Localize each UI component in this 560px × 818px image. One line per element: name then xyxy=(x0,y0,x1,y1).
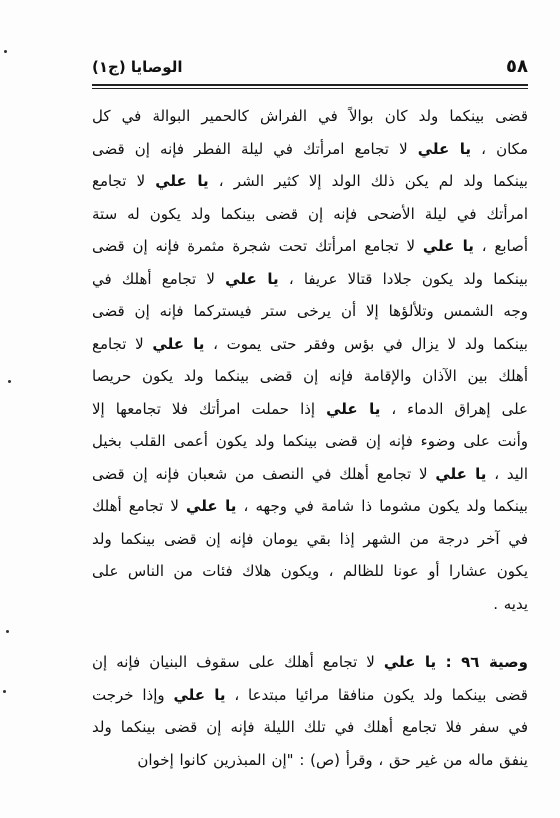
body-text: لا تجامع امرأتك تحت شجرة مثمرة فإنه إن قضى xyxy=(92,237,423,255)
body-text: لا تجامع xyxy=(92,172,156,190)
body-text: على إهراق الدماء ، xyxy=(380,399,528,418)
body-text: إذا حملت امرأتك فلا تجامعها إلا xyxy=(92,399,327,418)
paragraph1-line xyxy=(92,134,528,164)
paragraph1-line xyxy=(92,166,528,196)
body-text: بينكما ولد لا يزال في بؤس وفقر حتى يموت ، xyxy=(204,334,528,353)
body-text: أهلك بين الآذان والإقامة فإنه إن قضى بينكما ولد يكون حريصا xyxy=(92,367,528,385)
body-text: قضى بينكما ولد يكون منافقا مرائيا مبتدعا ، xyxy=(225,685,528,704)
emphasis-text: وصية ٩٦ : xyxy=(436,653,528,671)
paragraph1-line xyxy=(92,491,528,521)
body-text: وأنت على وضوء فإنه إن قضى بينكما ولد يكون أعمى القلب بخيل xyxy=(92,432,528,450)
paragraph1-line xyxy=(92,459,528,489)
paragraph1-line xyxy=(92,101,528,131)
emphasis-text: يا علي xyxy=(186,497,237,515)
page-number: ٥٨ xyxy=(506,56,528,77)
body-text: لا تجامع أهلك xyxy=(92,497,187,515)
paragraph1-line xyxy=(92,556,528,586)
body-text: وإذا خرجت xyxy=(92,685,174,704)
body-text: اليد ، xyxy=(486,464,528,483)
paragraph1-line xyxy=(92,524,528,554)
margin-speck xyxy=(3,690,6,693)
emphasis-text: يا علي xyxy=(435,464,487,483)
body-text: قضى بينكما ولد كان بوالاً في الفراش كالحمير البوالة في كل xyxy=(92,107,528,125)
paragraph1-line xyxy=(92,296,528,326)
header-rule-thin xyxy=(92,88,528,89)
paragraph2-line xyxy=(92,680,528,710)
emphasis-text: يا علي xyxy=(326,399,381,418)
body-text: في آخر درجة من الشهر إذا بقي يومان فإنه إن قضى بينكما ولد xyxy=(92,529,528,548)
emphasis-text: يا علي xyxy=(417,139,472,158)
paragraph1-line xyxy=(92,426,528,456)
body-text: بينكما ولد يكون جلادا قتالا عريفا ، xyxy=(278,269,528,288)
paragraph1-line xyxy=(92,264,528,294)
running-title: الوصايا (ج١) xyxy=(92,58,183,76)
margin-speck xyxy=(6,630,9,633)
body-text: بينكما ولد يكون مشوما ذا شامة في وجهه ، xyxy=(236,497,528,515)
body-text: وجه الشمس وتلألؤها إلا أن يرخى ستر فيستركما فإنه إن قضى xyxy=(92,302,528,320)
page-header xyxy=(92,56,528,84)
body-text: مكان ، xyxy=(471,139,528,158)
emphasis-text: يا علي xyxy=(152,334,205,353)
body-text: يكون عشارا أو عونا للظالم ، ويكون هلاك فئات من الناس على xyxy=(92,562,528,580)
paragraph2-line xyxy=(92,712,528,742)
body-text: امرأتك في ليلة الأضحى فإنه إن قضى بينكما ولد يكون له ستة xyxy=(92,204,528,223)
body-text: بينكما ولد لم يكن ذلك الولد إلا كثير الشر ، xyxy=(208,172,528,190)
emphasis-text: يا علي xyxy=(383,653,437,671)
paragraph1-line xyxy=(92,329,528,359)
paragraph1-line xyxy=(92,361,528,391)
paragraph1-line xyxy=(92,589,528,619)
emphasis-text: يا علي xyxy=(173,685,226,704)
body-text: لا تجامع أهلك في النصف من شعبان فإنه إن قضى xyxy=(92,464,436,483)
emphasis-text: يا علي xyxy=(422,237,474,255)
paragraph1-line xyxy=(92,231,528,261)
body-text: ينفق ماله من غير حق ، وقرأ (ص) : "إن المبذرين كانوا إخوان xyxy=(137,750,528,769)
margin-speck xyxy=(4,50,7,53)
body-text: لا تجامع أهلك في xyxy=(92,269,226,288)
emphasis-text: يا علي xyxy=(225,269,279,288)
paragraph2-line xyxy=(92,745,528,775)
emphasis-text: يا علي xyxy=(155,172,209,190)
margin-speck xyxy=(8,380,11,383)
paragraph1-line xyxy=(92,394,528,424)
body-text: لا تجامع أهلك على سقوف البنيان فإنه إن xyxy=(92,653,384,671)
body-text: يديه . xyxy=(493,594,528,613)
body-text: في سفر فلا تجامع أهلك في تلك الليلة فإنه إن قضى بينكما ولد xyxy=(92,718,528,736)
body-text: لا تجامع امرأتك في ليلة الفطر فإنه إن قضى xyxy=(92,139,418,158)
body-text: أصابع ، xyxy=(473,237,528,255)
body-text: لا تجامع xyxy=(92,334,153,353)
header-rule xyxy=(92,84,528,86)
paragraph2-line xyxy=(92,647,528,677)
paragraph1-line xyxy=(92,199,528,229)
